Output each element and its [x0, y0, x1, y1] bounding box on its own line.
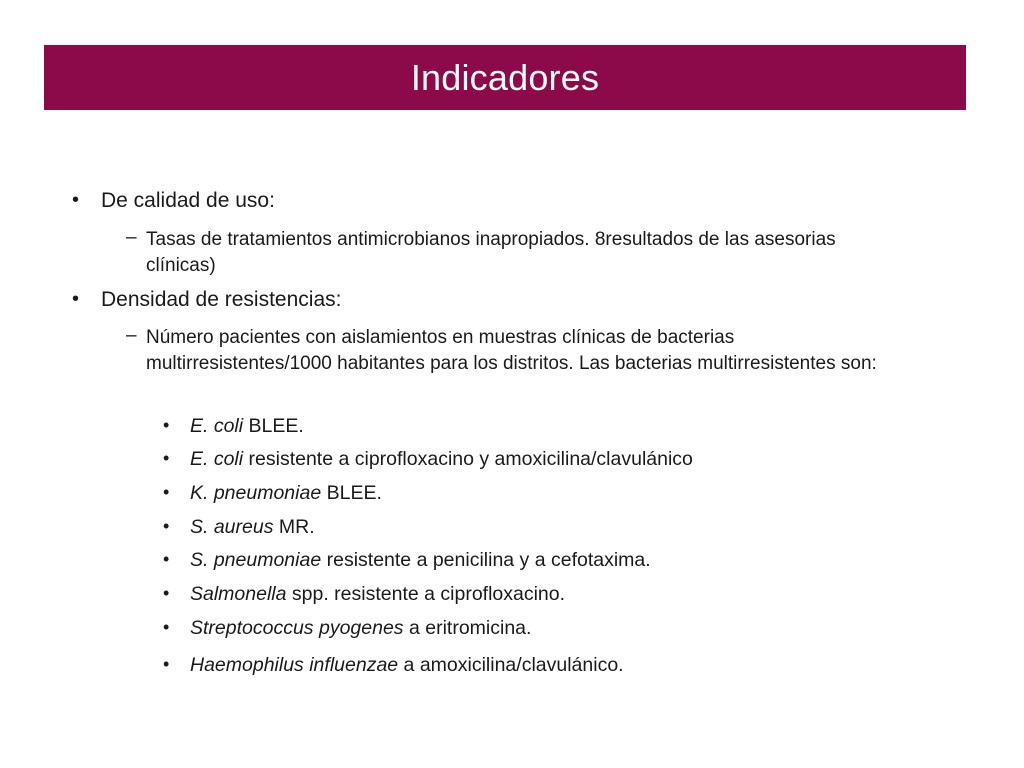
organism-name: Streptococcus pyogenes — [190, 617, 404, 639]
organism-detail: spp. resistente a ciprofloxacino. — [286, 583, 566, 605]
dash-marker: – — [126, 227, 137, 248]
bullet-label: De calidad de uso: — [101, 189, 275, 212]
organism-detail: BLEE. — [321, 482, 382, 504]
organism-name: K. pneumoniae — [190, 482, 322, 504]
dash-marker: – — [126, 325, 137, 346]
bullet-dot: • — [163, 549, 170, 569]
subbullet-text: Número pacientes con aislamientos en muestras clínicas de bacterias multirresistentes/1000 habitantes para los distritos. Las bacterias multirresistentes son: — [146, 327, 877, 374]
organism-name: S. aureus — [190, 516, 274, 538]
bacteria-text — [190, 482, 382, 505]
subbullet-text: Tasas de tratamientos antimicrobianos inapropiados. 8resultados de las asesorias clínicas) — [146, 229, 836, 276]
bacteria-text — [190, 583, 565, 606]
bullet-dot: • — [163, 617, 170, 637]
bullet-label: Densidad de resistencias: — [101, 288, 342, 311]
organism-detail: MR. — [273, 516, 315, 538]
organism-name: E. coli — [190, 448, 244, 470]
organism-name: S. pneumoniae — [190, 549, 322, 571]
bacteria-text — [190, 415, 304, 438]
bacteria-text — [190, 549, 651, 572]
organism-name: E. coli — [190, 415, 244, 437]
bullet-dot: • — [163, 654, 170, 674]
bullet-dot: • — [163, 448, 170, 468]
bullet-dot: • — [163, 583, 170, 603]
organism-detail: a amoxicilina/clavulánico. — [398, 654, 624, 676]
bullet-dot: • — [163, 482, 170, 502]
bullet-dot: • — [163, 415, 170, 435]
organism-detail: a eritromicina. — [403, 617, 532, 639]
bullet-dot: • — [72, 288, 80, 310]
organism-name: Salmonella — [190, 583, 287, 605]
organism-detail: resistente a penicilina y a cefotaxima. — [321, 549, 651, 571]
bullet-dot: • — [163, 516, 170, 536]
slide-title: Indicadores — [410, 56, 600, 98]
organism-name: Haemophilus influenzae — [190, 654, 399, 676]
bacteria-text — [190, 654, 624, 677]
organism-detail: BLEE. — [243, 415, 304, 437]
bacteria-text — [190, 448, 693, 471]
bacteria-text — [190, 516, 315, 539]
organism-detail: resistente a ciprofloxacino y amoxicilina/clavulánico — [243, 448, 693, 470]
bacteria-text — [190, 617, 531, 640]
bullet-dot: • — [72, 189, 80, 211]
